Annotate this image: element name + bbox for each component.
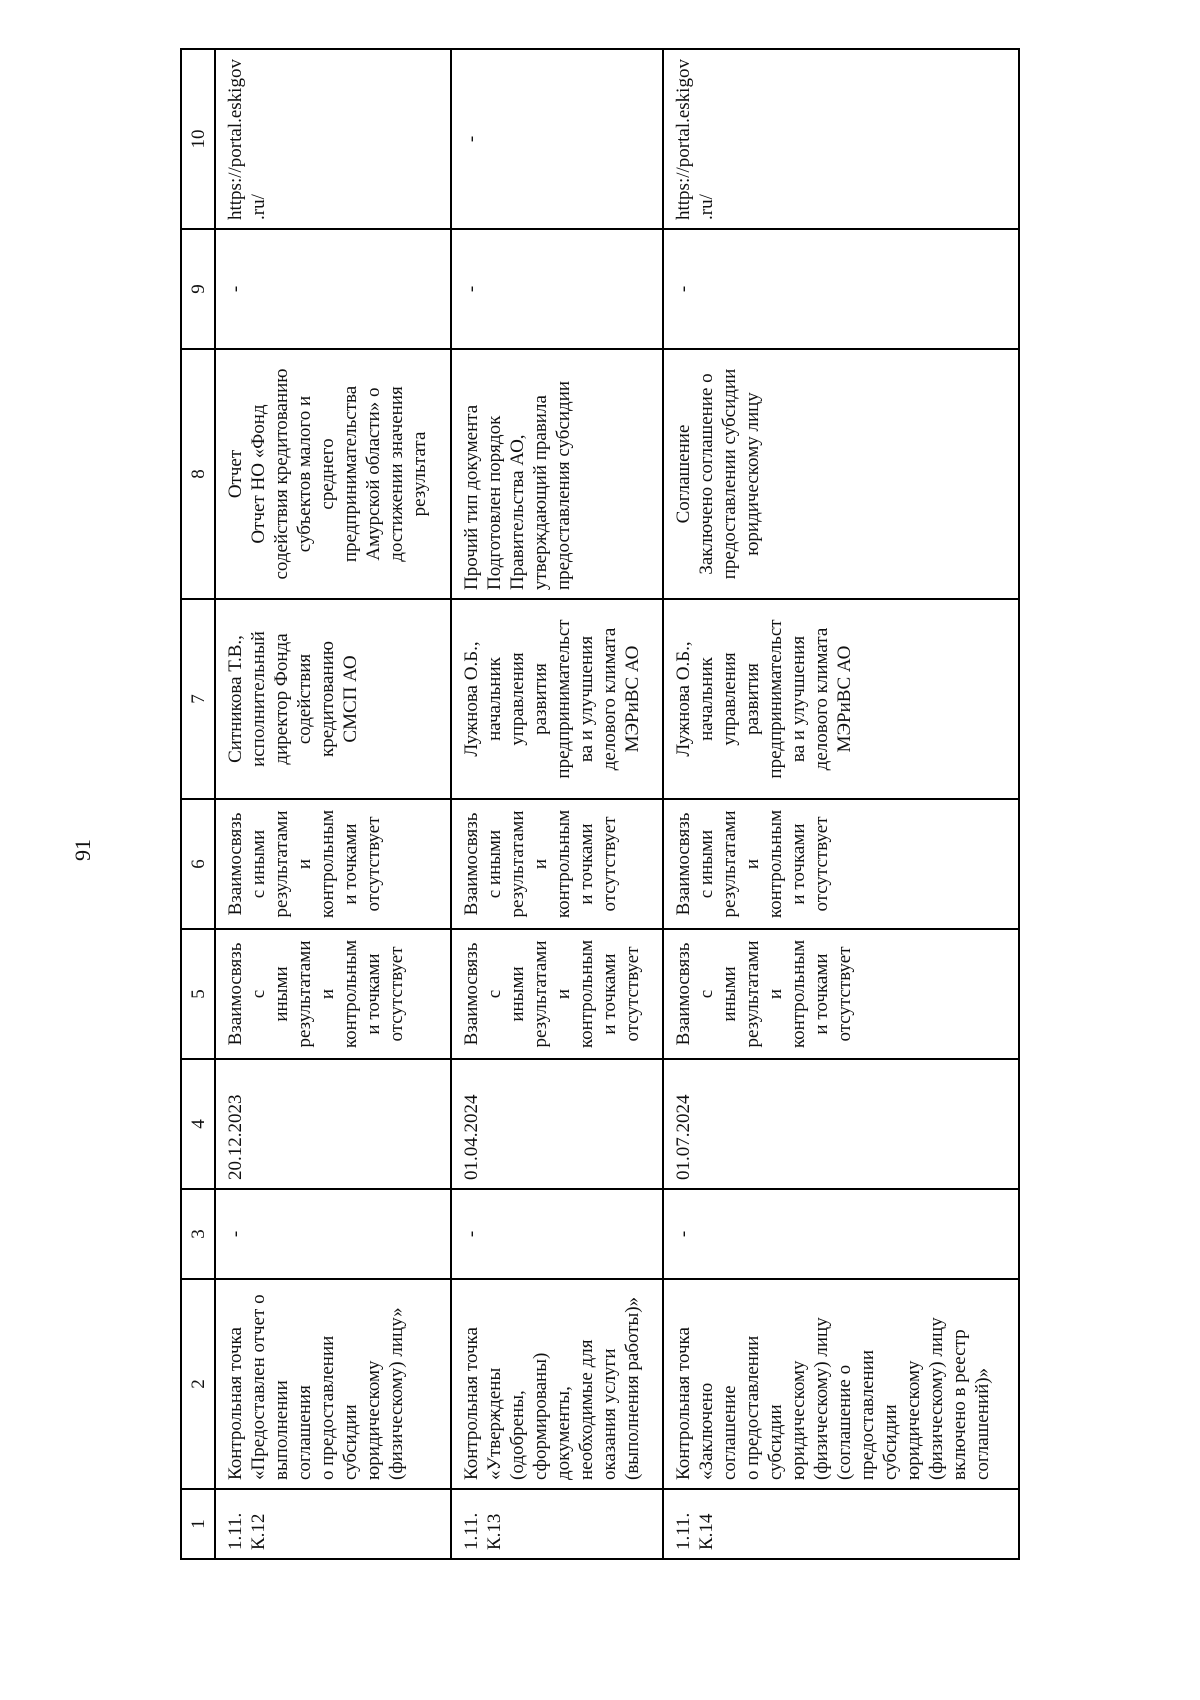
responsible-person: Ситникова Т.В., исполнительный директор Фонда содействия кредитованию СМСП АО [215,599,451,799]
document-type: Отчет Отчет НО «Фонд содействия кредитованию субъектов малого и среднего предпринимательства Амурской области» о достижении значения результата [215,349,451,599]
base-value: - [663,1189,1019,1279]
table-row [451,49,663,1559]
info-system: - [663,229,1019,349]
row-code: 1.11. К.14 [663,1489,1019,1559]
due-date: 01.07.2024 [663,1059,1019,1189]
base-value: - [215,1189,451,1279]
document-type: Соглашение Заключено соглашение о предоставлении субсидии юридическому лицу [663,349,1019,599]
control-point-name: Контрольная точка «Предоставлен отчет о выполнении соглашения о предоставлении субсидии юридическому (физическому) лицу» [215,1279,451,1489]
document-type: Прочий тип документа Подготовлен порядок Правительства АО, утверждающий правила предоставления субсидии [451,349,663,599]
predecessors: Взаимосвязь с иными результатами и контрольным и точками отсутствует [451,929,663,1059]
due-date: 20.12.2023 [215,1059,451,1189]
column-number-1: 1 [181,1489,215,1559]
base-value: - [451,1189,663,1279]
control-point-name: Контрольная точка «Утверждены (одобрены, сформированы) документы, необходимые для оказания услуги (выполнения работы)» [451,1279,663,1489]
column-number-2: 2 [181,1279,215,1489]
column-number-3: 3 [181,1189,215,1279]
due-date: 01.04.2024 [451,1059,663,1189]
column-number-8: 8 [181,349,215,599]
predecessors: Взаимосвязь с иными результатами и контрольным и точками отсутствует [663,929,1019,1059]
control-point-name: Контрольная точка «Заключено соглашение о предоставлении субсидии юридическому (физическому) лицу (соглашение о предоставлении субсидии юридическому (физическому) лицу включено в реестр соглашений)» [663,1279,1019,1489]
control-points-table [180,48,1020,1560]
info-system: - [451,229,663,349]
column-number-10: 10 [181,49,215,229]
info-system: - [215,229,451,349]
predecessors: Взаимосвязь с иными результатами и контрольным и точками отсутствует [215,929,451,1059]
successors: Взаимосвязь с иными результатами и контрольным и точками отсутствует [451,799,663,929]
table-row [215,49,451,1559]
column-number-6: 6 [181,799,215,929]
row-code: 1.11. К.12 [215,1489,451,1559]
column-number-9: 9 [181,229,215,349]
column-number-7: 7 [181,599,215,799]
page-number: 91 [70,839,95,861]
responsible-person: Лужнова О.Б., начальник управления развития предпринимательст ва и улучшения делового климата МЭРиВС АО [451,599,663,799]
table-row [663,49,1019,1559]
portal-link: https://portal.eskigov .ru/ [663,49,1019,229]
responsible-person: Лужнова О.Б., начальник управления развития предпринимательст ва и улучшения делового климата МЭРиВС АО [663,599,1019,799]
column-number-4: 4 [181,1059,215,1189]
column-number-5: 5 [181,929,215,1059]
portal-link: - [451,49,663,229]
portal-link: https://portal.eskigov .ru/ [215,49,451,229]
header-row [181,49,215,1559]
row-code: 1.11. К.13 [451,1489,663,1559]
successors: Взаимосвязь с иными результатами и контрольным и точками отсутствует [663,799,1019,929]
successors: Взаимосвязь с иными результатами и контрольным и точками отсутствует [215,799,451,929]
